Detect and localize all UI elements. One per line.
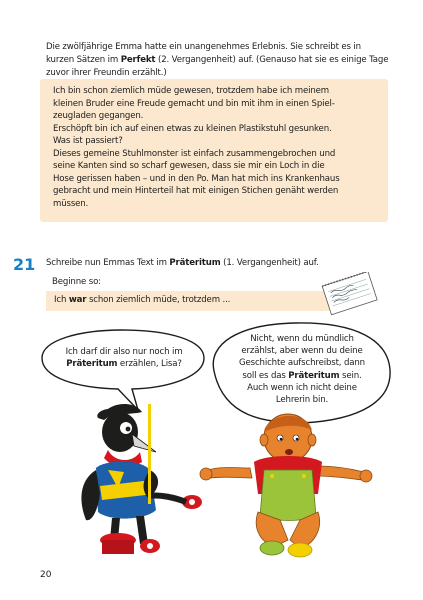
bubble-right-line4-2: sein. (339, 370, 362, 381)
task-text-2: (1. Vergangenheit) auf. (220, 258, 319, 268)
task-bold-praeteritum: Präteritum (169, 258, 221, 268)
begin-label: Beginne so: (52, 277, 101, 287)
bubble-right-text (222, 333, 382, 406)
bubble-left-line2-rest: erzählen, Lisa? (117, 359, 182, 370)
girl-character (200, 414, 372, 557)
begin-text-1: Ich (54, 295, 69, 305)
begin-text-2: schon ziemlich müde, trotzdem ... (86, 295, 231, 305)
story-line: Dieses gemeine Stuhlmonster ist einfach zusammengebrochen und (53, 148, 336, 159)
bird-character (81, 404, 202, 554)
intro-text-2: (2. Vergangenheit) auf. (Genauso hat sie es einige Tage zuvor ihrer Freundin erzählt.) (46, 54, 389, 78)
intro-text-1: Die zwölfjährige Emma hatte ein unangenehmes Erlebnis. Sie schreibt es in kurzen Sätzen im (46, 42, 361, 65)
bubble-left-line1: Ich darf dir also nur noch im (65, 347, 183, 357)
page-number: 20 (40, 570, 52, 580)
story-line: seine Kanten sind so scharf gewesen, dass sie mir ein Loch in die (53, 161, 325, 171)
bubble-right-bold: Präteritum (288, 370, 340, 381)
bubble-left-line2 (52, 358, 196, 370)
story-line: zeugladen gegangen. (53, 111, 144, 121)
bubble-left-bold: Präteritum (66, 359, 118, 370)
bubble-right-line: Lehrerin bin. (275, 395, 329, 406)
bubble-right-line: erzählst, aber wenn du deine (241, 346, 363, 357)
bubble-right-line (222, 370, 382, 382)
task-text-1: Schreibe nun Emmas Text im (46, 258, 170, 268)
task-number: 21 (13, 255, 36, 274)
story-line: Erschöpft bin ich auf einen etwas zu kleinen Plastikstuhl gesunken. (53, 123, 332, 134)
story-line: Hose gerissen haben – und in den Po. Man hat mich ins Krankenhaus (53, 173, 340, 184)
bubble-right-line: Geschichte aufschreibst, dann (239, 358, 365, 369)
story-line: müssen. (53, 198, 89, 209)
bubble-right-line4-1: soll es das (242, 370, 289, 381)
story-line: Ich bin schon ziemlich müde gewesen, trotzdem habe ich meinem (53, 86, 329, 96)
begin-bold-war: war (68, 295, 87, 305)
bubble-left-text (52, 346, 196, 370)
story-line: Was ist passiert? (53, 136, 123, 146)
story-line: kleinen Bruder eine Freude gemacht und bin mit ihm in einen Spiel- (53, 98, 335, 109)
intro-bold-perfekt: Perfekt (120, 54, 156, 65)
bubble-right-line: Nicht, wenn du mündlich (250, 334, 354, 344)
story-line: gebracht und mein Hinterteil hat mit einigen Stichen genäht werden (53, 186, 339, 196)
bubble-right-line: Auch wenn ich nicht deine (247, 382, 357, 393)
